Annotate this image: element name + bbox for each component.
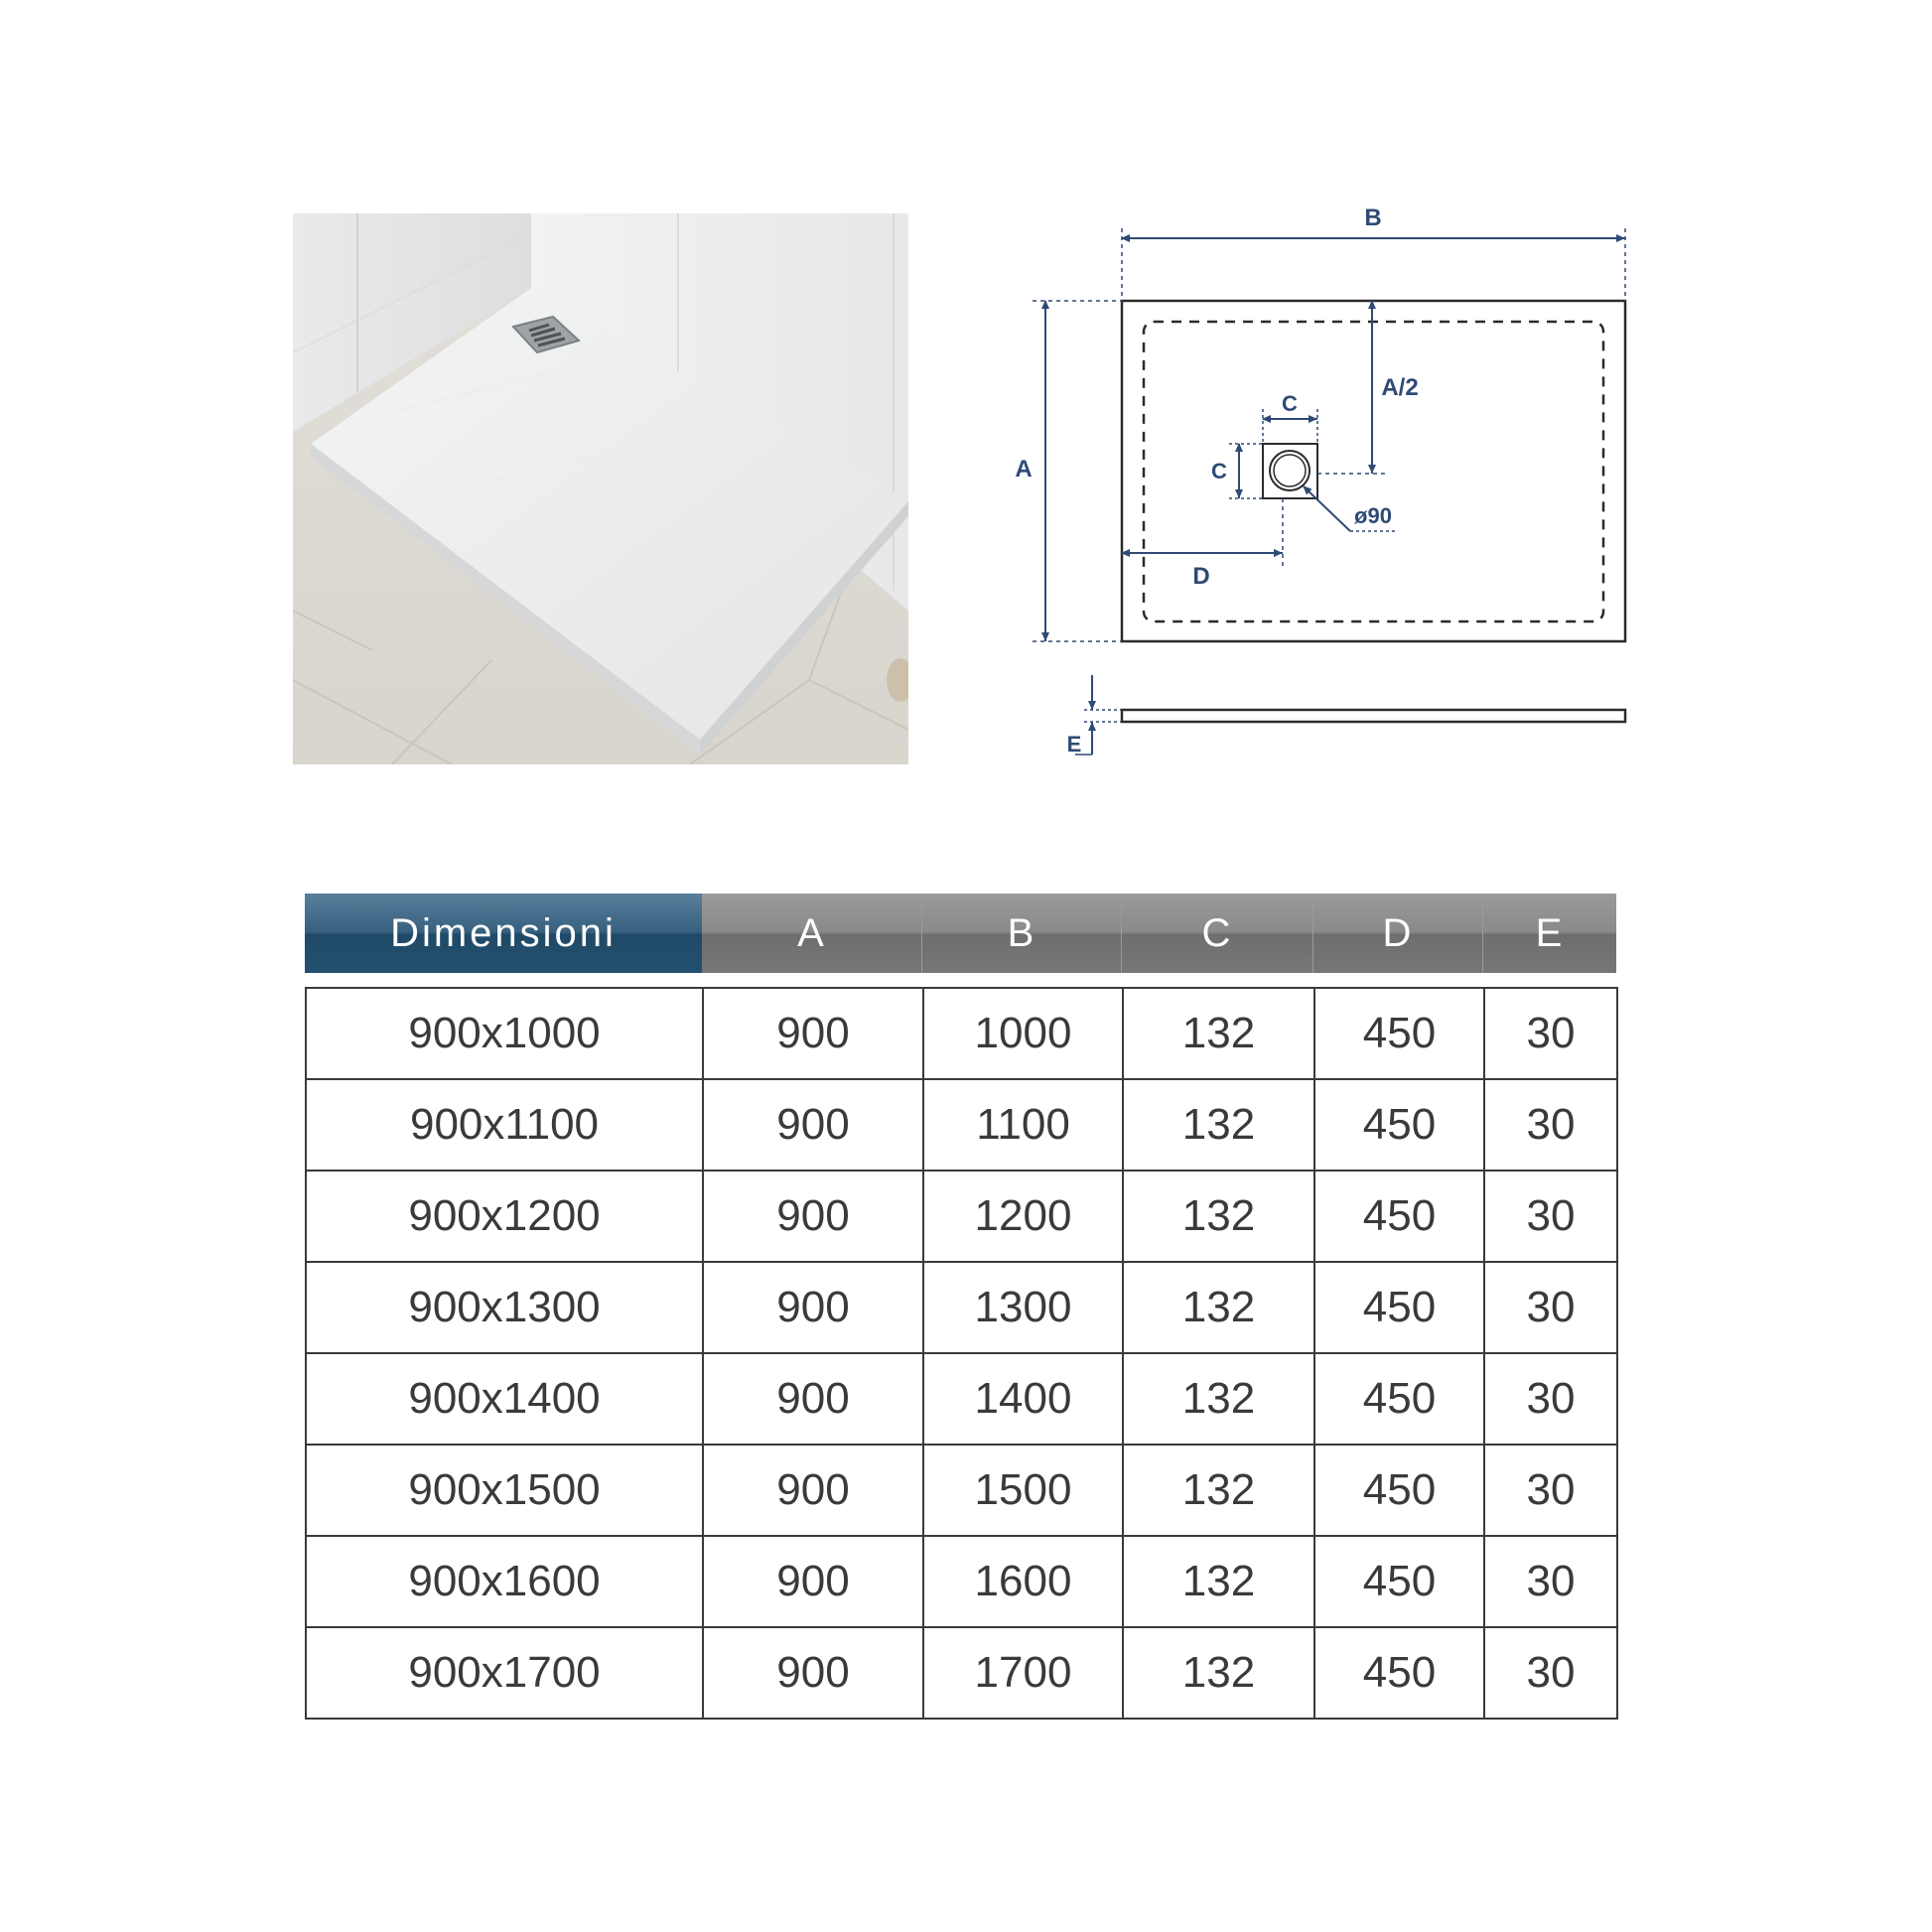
cell-d: 450 (1314, 1627, 1484, 1719)
cell-e: 30 (1484, 1353, 1617, 1445)
table-row (306, 1536, 1617, 1627)
cell-a: 900 (703, 1171, 923, 1262)
cell-d: 450 (1314, 1262, 1484, 1353)
table-row (306, 988, 1617, 1079)
table-row (306, 1079, 1617, 1171)
header-d: D (1313, 894, 1483, 973)
header-c: C (1122, 894, 1313, 973)
table-row (306, 1627, 1617, 1719)
cell-e: 30 (1484, 1536, 1617, 1627)
cell-e: 30 (1484, 1171, 1617, 1262)
technical-drawing (943, 159, 1688, 814)
cell-e: 30 (1484, 1262, 1617, 1353)
header-e: E (1483, 894, 1616, 973)
cell-c: 132 (1123, 1079, 1314, 1171)
cell-b: 1100 (923, 1079, 1123, 1171)
table-body (305, 987, 1618, 1720)
cell-c: 132 (1123, 1262, 1314, 1353)
table-row (306, 1445, 1617, 1536)
label-a-half: A/2 (1381, 374, 1419, 401)
label-b: B (1364, 205, 1382, 231)
cell-dimensioni: 900x1300 (306, 1262, 703, 1353)
cell-e: 30 (1484, 1627, 1617, 1719)
cell-b: 1300 (923, 1262, 1123, 1353)
cell-a: 900 (703, 1079, 923, 1171)
cell-d: 450 (1314, 1445, 1484, 1536)
header-b: B (922, 894, 1122, 973)
cell-d: 450 (1314, 1171, 1484, 1262)
cell-dimensioni: 900x1600 (306, 1536, 703, 1627)
cell-a: 900 (703, 988, 923, 1079)
table-header-row (305, 894, 1616, 973)
cell-c: 132 (1123, 1536, 1314, 1627)
cell-b: 1400 (923, 1353, 1123, 1445)
cell-d: 450 (1314, 1079, 1484, 1171)
cell-dimensioni: 900x1500 (306, 1445, 703, 1536)
cell-e: 30 (1484, 1445, 1617, 1536)
cell-b: 1700 (923, 1627, 1123, 1719)
cell-dimensioni: 900x1100 (306, 1079, 703, 1171)
label-c-top: C (1282, 391, 1298, 416)
label-c-side: C (1211, 459, 1227, 483)
cell-a: 900 (703, 1536, 923, 1627)
label-e: E (1066, 732, 1082, 757)
table-row (306, 1262, 1617, 1353)
cell-b: 1500 (923, 1445, 1123, 1536)
cell-e: 30 (1484, 1079, 1617, 1171)
cell-a: 900 (703, 1445, 923, 1536)
cell-d: 450 (1314, 988, 1484, 1079)
header-a: A (702, 894, 922, 973)
cell-dimensioni: 900x1400 (306, 1353, 703, 1445)
cell-dimensioni: 900x1700 (306, 1627, 703, 1719)
label-d: D (1192, 563, 1210, 590)
label-diameter: ø90 (1354, 503, 1392, 528)
cell-c: 132 (1123, 1353, 1314, 1445)
cell-e: 30 (1484, 988, 1617, 1079)
cell-b: 1200 (923, 1171, 1123, 1262)
cell-a: 900 (703, 1627, 923, 1719)
header-dimensioni: Dimensioni (305, 894, 702, 973)
cell-b: 1000 (923, 988, 1123, 1079)
cell-a: 900 (703, 1262, 923, 1353)
cell-a: 900 (703, 1353, 923, 1445)
table-row (306, 1171, 1617, 1262)
product-photo (293, 213, 908, 764)
label-a: A (1015, 456, 1033, 483)
cell-dimensioni: 900x1000 (306, 988, 703, 1079)
cell-c: 132 (1123, 1627, 1314, 1719)
cell-d: 450 (1314, 1353, 1484, 1445)
cell-c: 132 (1123, 1171, 1314, 1262)
cell-b: 1600 (923, 1536, 1123, 1627)
cell-c: 132 (1123, 1445, 1314, 1536)
table-row (306, 1353, 1617, 1445)
cell-dimensioni: 900x1200 (306, 1171, 703, 1262)
cell-d: 450 (1314, 1536, 1484, 1627)
cell-c: 132 (1123, 988, 1314, 1079)
dimensions-table (305, 894, 1616, 1720)
